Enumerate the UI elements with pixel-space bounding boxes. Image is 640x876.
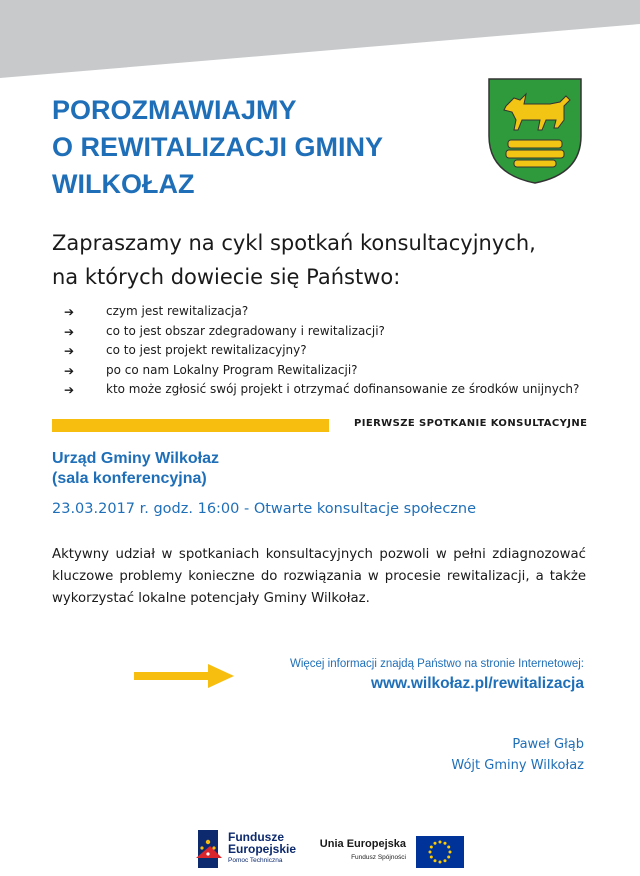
list-item-text: po co nam Lokalny Program Rewitalizacji? (106, 362, 358, 377)
venue (52, 449, 219, 489)
fe-flag-icon (192, 828, 226, 872)
meeting-datetime: 23.03.2017 r. godz. 16:00 - Otwarte konsultacje społeczne (52, 501, 477, 517)
list-item (64, 343, 624, 363)
fundusze-europejskie-logo (192, 828, 297, 872)
eu-flag-icon (416, 836, 464, 868)
list-item (64, 382, 624, 402)
more-info (290, 658, 584, 693)
title-line: POROZMAWIAJMY (52, 95, 297, 125)
intro-line: Zapraszamy na cykl spotkań konsultacyjnych, (52, 231, 536, 255)
bullet-arrow-icon: ➔ (64, 363, 75, 378)
venue-name: Urząd Gminy Wilkołaz (52, 450, 219, 467)
signature (451, 734, 584, 776)
bullet-arrow-icon: ➔ (64, 344, 75, 358)
fe-text (228, 831, 296, 864)
eu-line2: Fundusz Spójności (351, 854, 406, 861)
list-item-text: czym jest rewitalizacja? (106, 304, 249, 318)
list-item-text: co to jest projekt rewitalizacyjny? (106, 343, 307, 357)
yellow-arrow-icon (134, 664, 234, 688)
topics-list (64, 304, 624, 402)
list-item-text: kto może zgłosić swój projekt i otrzymać dofinansowanie ze środków unijnych? (106, 382, 580, 396)
eu-text (318, 838, 406, 861)
list-item-text: co to jest obszar zdegradowany i rewitalizacji? (106, 323, 385, 338)
fe-line2: Europejskie (228, 842, 297, 856)
signature-role: Wójt Gminy Wilkołaz (451, 758, 584, 773)
venue-room: (sala konferencyjna) (52, 470, 207, 487)
yellow-divider-bar (52, 419, 329, 432)
more-info-text: Więcej informacji znajdą Państwo na stronie Internetowej: (289, 658, 584, 670)
bullet-arrow-icon: ➔ (64, 305, 75, 319)
intro-line: na których dowiecie się Państwo: (52, 265, 401, 289)
signature-name: Paweł Głąb (512, 737, 584, 752)
bullet-arrow-icon: ➔ (64, 324, 75, 339)
page-title (52, 92, 472, 203)
title-line: WILKOŁAZ (52, 169, 195, 199)
fe-line3: Pomoc Techniczna (228, 857, 283, 864)
list-item (64, 324, 624, 344)
list-item (64, 304, 624, 324)
bullet-arrow-icon: ➔ (64, 383, 75, 397)
website-link[interactable]: www.wilkołaz.pl/rewitalizacja (370, 675, 584, 692)
intro-text (52, 226, 612, 294)
body-paragraph: Aktywny udział w spotkaniach konsultacyjnych pozwoli w pełni zdiagnozować kluczowe problemy konieczne do rozwiązania w procesie rewitalizacji, a także wykorzystać lokalne potencjały Gminy Wilkołaz. (52, 547, 586, 606)
corner-gray-decoration (0, 0, 640, 80)
coat-of-arms-icon (486, 76, 584, 186)
meeting-label: PIERWSZE SPOTKANIE KONSULTACYJNE (354, 418, 588, 429)
list-item (64, 363, 624, 383)
fe-line1: Fundusze (228, 830, 284, 844)
eu-line1: Unia Europejska (319, 838, 406, 850)
title-line: O REWITALIZACJI GMINY (52, 132, 383, 162)
